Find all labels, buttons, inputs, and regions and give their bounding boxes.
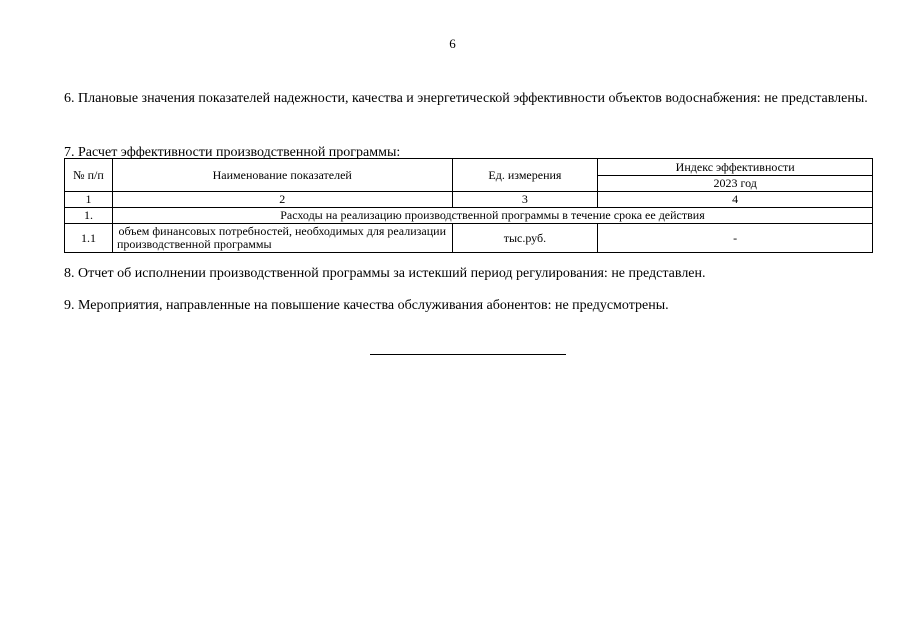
column-number: 1 xyxy=(65,192,113,208)
column-numbers-row xyxy=(65,192,873,208)
header-index: Индекс эффективности xyxy=(598,159,873,176)
column-number: 3 xyxy=(452,192,598,208)
header-unit: Ед. измерения xyxy=(452,159,598,192)
efficiency-table xyxy=(64,158,873,253)
header-name: Наименование показателей xyxy=(112,159,452,192)
section-row-num: 1. xyxy=(65,208,113,224)
closing-divider-line xyxy=(370,354,566,355)
section-8-paragraph: 8. Отчет об исполнении производственной программы за истекший период регулирования: не представлен. xyxy=(64,266,706,281)
row-unit: тыс.руб. xyxy=(452,224,598,253)
row-name: объем финансовых потребностей, необходимых для реализации производственной программы xyxy=(112,224,452,253)
table-row xyxy=(65,224,873,253)
page-number: 6 xyxy=(449,36,456,51)
section-row-name: Расходы на реализацию производственной программы в течение срока ее действия xyxy=(112,208,872,224)
column-number: 2 xyxy=(112,192,452,208)
header-num: № п/п xyxy=(65,159,113,192)
section-7-title: 7. Расчет эффективности производственной программы: xyxy=(64,145,401,160)
table-header-row xyxy=(65,159,873,176)
section-row xyxy=(65,208,873,224)
row-num: 1.1 xyxy=(65,224,113,253)
row-value: - xyxy=(598,224,873,253)
header-year: 2023 год xyxy=(598,176,873,192)
column-number: 4 xyxy=(598,192,873,208)
section-9-paragraph: 9. Мероприятия, направленные на повышение качества обслуживания абонентов: не предусмотрены. xyxy=(64,298,669,313)
section-6-paragraph: 6. Плановые значения показателей надежности, качества и энергетической эффективности объектов водоснабжения: не представлены. xyxy=(64,91,868,106)
